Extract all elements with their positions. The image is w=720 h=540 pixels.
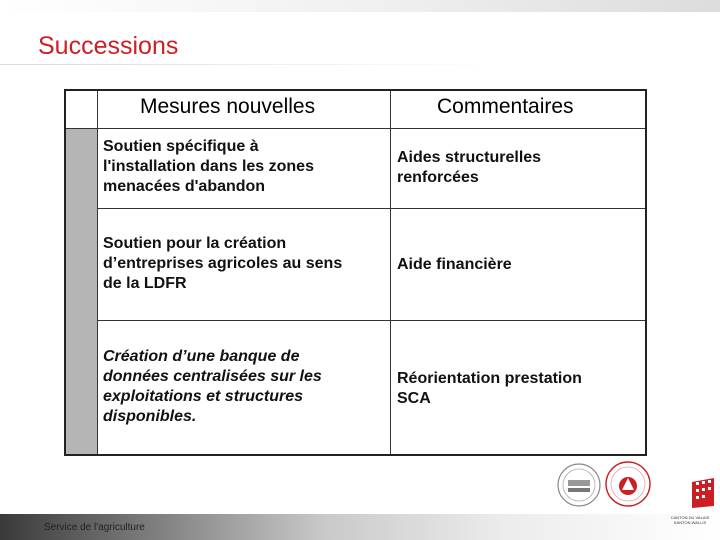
slide-title: Successions [38, 32, 179, 60]
measure-line: d’entreprises agricoles au sens [103, 255, 343, 272]
comment-line: Réorientation prestation [397, 370, 582, 387]
measure-line: Soutien pour la création [103, 235, 287, 252]
header-row-divider [66, 128, 645, 129]
header-comments: Commentaires [437, 95, 574, 118]
measure-line: Soutien spécifique à [103, 138, 259, 155]
table-side-band [66, 129, 98, 454]
top-band [0, 0, 720, 12]
col-divider-middle [390, 91, 391, 454]
measure-line: données centralisées sur les [103, 368, 322, 385]
comment-line: SCA [397, 390, 431, 407]
measures-table [64, 89, 647, 456]
row-divider-1 [97, 208, 645, 209]
certification-seal-icon [556, 462, 602, 508]
table-row-2-measure [103, 234, 383, 294]
measure-line: disponibles. [103, 408, 197, 425]
measure-line: de la LDFR [103, 275, 187, 292]
col-divider-left [97, 91, 98, 454]
table-row-1-comment [397, 148, 637, 188]
canton-name [664, 515, 716, 525]
measure-line: Création d’une banque de [103, 348, 300, 365]
canton-valais-crest-icon [688, 474, 718, 510]
table-row-2-comment [397, 255, 637, 275]
table-row-3-comment [397, 369, 637, 409]
measure-line: l'installation dans les zones [103, 158, 314, 175]
quality-label-icon [604, 460, 652, 508]
comment-line: renforcées [397, 169, 479, 186]
canton-name-line: KANTON WALLIS [673, 520, 707, 525]
title-divider [0, 64, 720, 65]
comment-line: Aides structurelles [397, 149, 542, 166]
table-row-1-measure [103, 137, 383, 197]
table-row-3-measure [103, 347, 383, 427]
comment-line: Aide financière [397, 256, 512, 273]
row-divider-2 [97, 320, 645, 321]
measure-line: exploitations et structures [103, 388, 304, 405]
measure-line: menacées d'abandon [103, 178, 266, 195]
footer-service-name: Service de l'agriculture [44, 522, 145, 533]
canton-name-line: CANTON DU VALAIS [670, 515, 710, 520]
header-measures: Mesures nouvelles [140, 95, 316, 118]
